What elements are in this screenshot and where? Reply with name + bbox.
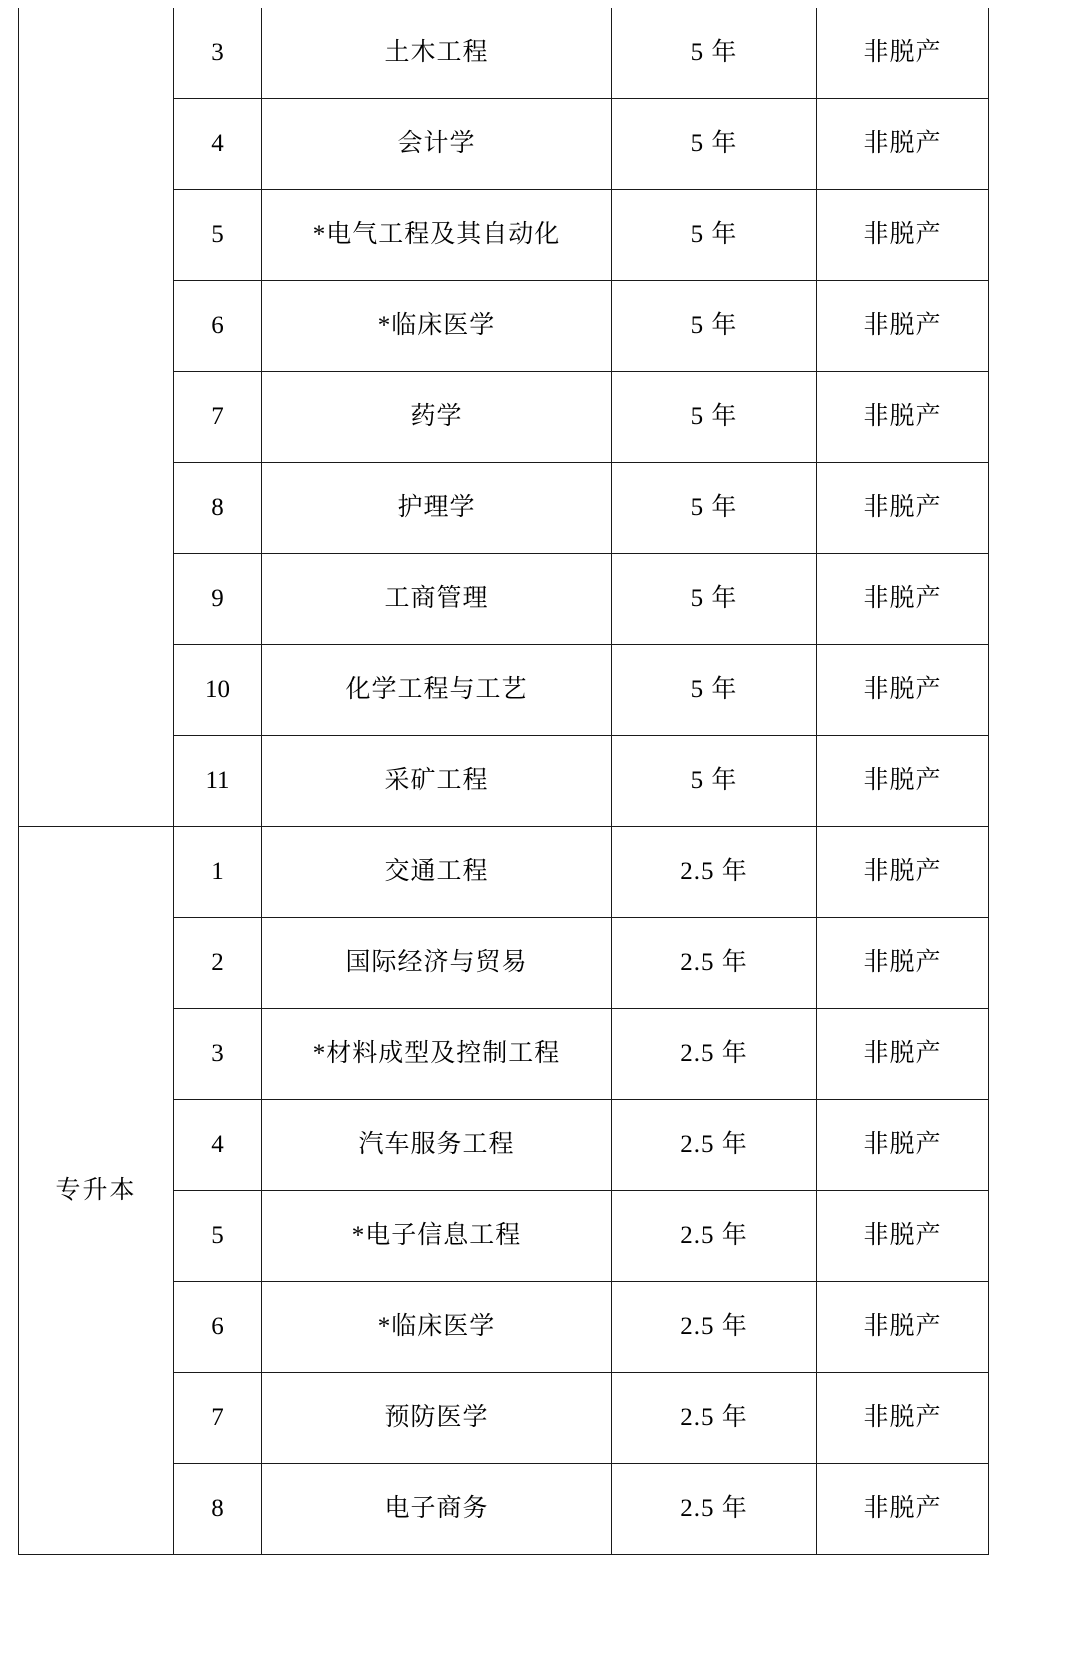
table-cell-study-mode: 非脱产 (817, 1009, 989, 1100)
table-cell-index: 5 (174, 190, 262, 281)
table-cell-duration: 5 年 (612, 190, 817, 281)
table-group-label: 专升本 (19, 827, 174, 1555)
table-cell-index: 6 (174, 281, 262, 372)
table-cell-major-name: *临床医学 (262, 281, 612, 372)
table-cell-study-mode: 非脱产 (817, 8, 989, 99)
table-cell-study-mode: 非脱产 (817, 1100, 989, 1191)
table-cell-index: 4 (174, 1100, 262, 1191)
table-cell-index: 1 (174, 827, 262, 918)
table-cell-index: 10 (174, 645, 262, 736)
table-cell-index: 3 (174, 8, 262, 99)
table-cell-major-name: 化学工程与工艺 (262, 645, 612, 736)
table-cell-major-name: *电子信息工程 (262, 1191, 612, 1282)
table-cell-duration: 5 年 (612, 645, 817, 736)
table-cell-major-name: 药学 (262, 372, 612, 463)
table-cell-duration: 2.5 年 (612, 1191, 817, 1282)
table-cell-major-name: 会计学 (262, 99, 612, 190)
table-cell-duration: 5 年 (612, 99, 817, 190)
table-cell-study-mode: 非脱产 (817, 736, 989, 827)
table-cell-index: 8 (174, 1464, 262, 1555)
table-cell-major-name: 预防医学 (262, 1373, 612, 1464)
table-cell-index: 9 (174, 554, 262, 645)
table-cell-major-name: *材料成型及控制工程 (262, 1009, 612, 1100)
table-cell-index: 5 (174, 1191, 262, 1282)
table-cell-major-name: 电子商务 (262, 1464, 612, 1555)
table-cell-study-mode: 非脱产 (817, 372, 989, 463)
table-cell-major-name: 国际经济与贸易 (262, 918, 612, 1009)
table-cell-study-mode: 非脱产 (817, 1282, 989, 1373)
table-cell-duration: 2.5 年 (612, 918, 817, 1009)
table-cell-major-name: *临床医学 (262, 1282, 612, 1373)
table-cell-study-mode: 非脱产 (817, 1373, 989, 1464)
table-cell-major-name: 交通工程 (262, 827, 612, 918)
table-cell-major-name: 护理学 (262, 463, 612, 554)
table-cell-index: 7 (174, 1373, 262, 1464)
table-cell-duration: 2.5 年 (612, 1373, 817, 1464)
table-cell-major-name: 汽车服务工程 (262, 1100, 612, 1191)
table-cell-duration: 5 年 (612, 554, 817, 645)
table-cell-study-mode: 非脱产 (817, 463, 989, 554)
table-cell-duration: 2.5 年 (612, 1464, 817, 1555)
table-cell-index: 2 (174, 918, 262, 1009)
table-cell-study-mode: 非脱产 (817, 827, 989, 918)
table-cell-study-mode: 非脱产 (817, 918, 989, 1009)
table-cell-duration: 2.5 年 (612, 1100, 817, 1191)
table-cell-index: 4 (174, 99, 262, 190)
table-cell-duration: 2.5 年 (612, 827, 817, 918)
table-cell-study-mode: 非脱产 (817, 1464, 989, 1555)
table-cell-study-mode: 非脱产 (817, 645, 989, 736)
table-cell-study-mode: 非脱产 (817, 281, 989, 372)
table-cell-duration: 2.5 年 (612, 1009, 817, 1100)
table-row (19, 8, 989, 99)
table-cell-study-mode: 非脱产 (817, 190, 989, 281)
table-cell-duration: 5 年 (612, 736, 817, 827)
table-cell-duration: 5 年 (612, 281, 817, 372)
table-cell-duration: 5 年 (612, 8, 817, 99)
table-cell-index: 6 (174, 1282, 262, 1373)
table-cell-study-mode: 非脱产 (817, 1191, 989, 1282)
table-cell-index: 7 (174, 372, 262, 463)
table-row (19, 827, 989, 918)
table-cell-index: 8 (174, 463, 262, 554)
table-cell-major-name: *电气工程及其自动化 (262, 190, 612, 281)
table-cell-study-mode: 非脱产 (817, 99, 989, 190)
table-cell-study-mode: 非脱产 (817, 554, 989, 645)
table-cell-duration: 2.5 年 (612, 1282, 817, 1373)
majors-table (18, 8, 989, 1555)
table-cell-major-name: 工商管理 (262, 554, 612, 645)
table-cell-duration: 5 年 (612, 372, 817, 463)
table-cell-index: 11 (174, 736, 262, 827)
table-cell-major-name: 土木工程 (262, 8, 612, 99)
table-group-label (19, 8, 174, 827)
table-cell-duration: 5 年 (612, 463, 817, 554)
table-cell-major-name: 采矿工程 (262, 736, 612, 827)
table-cell-index: 3 (174, 1009, 262, 1100)
